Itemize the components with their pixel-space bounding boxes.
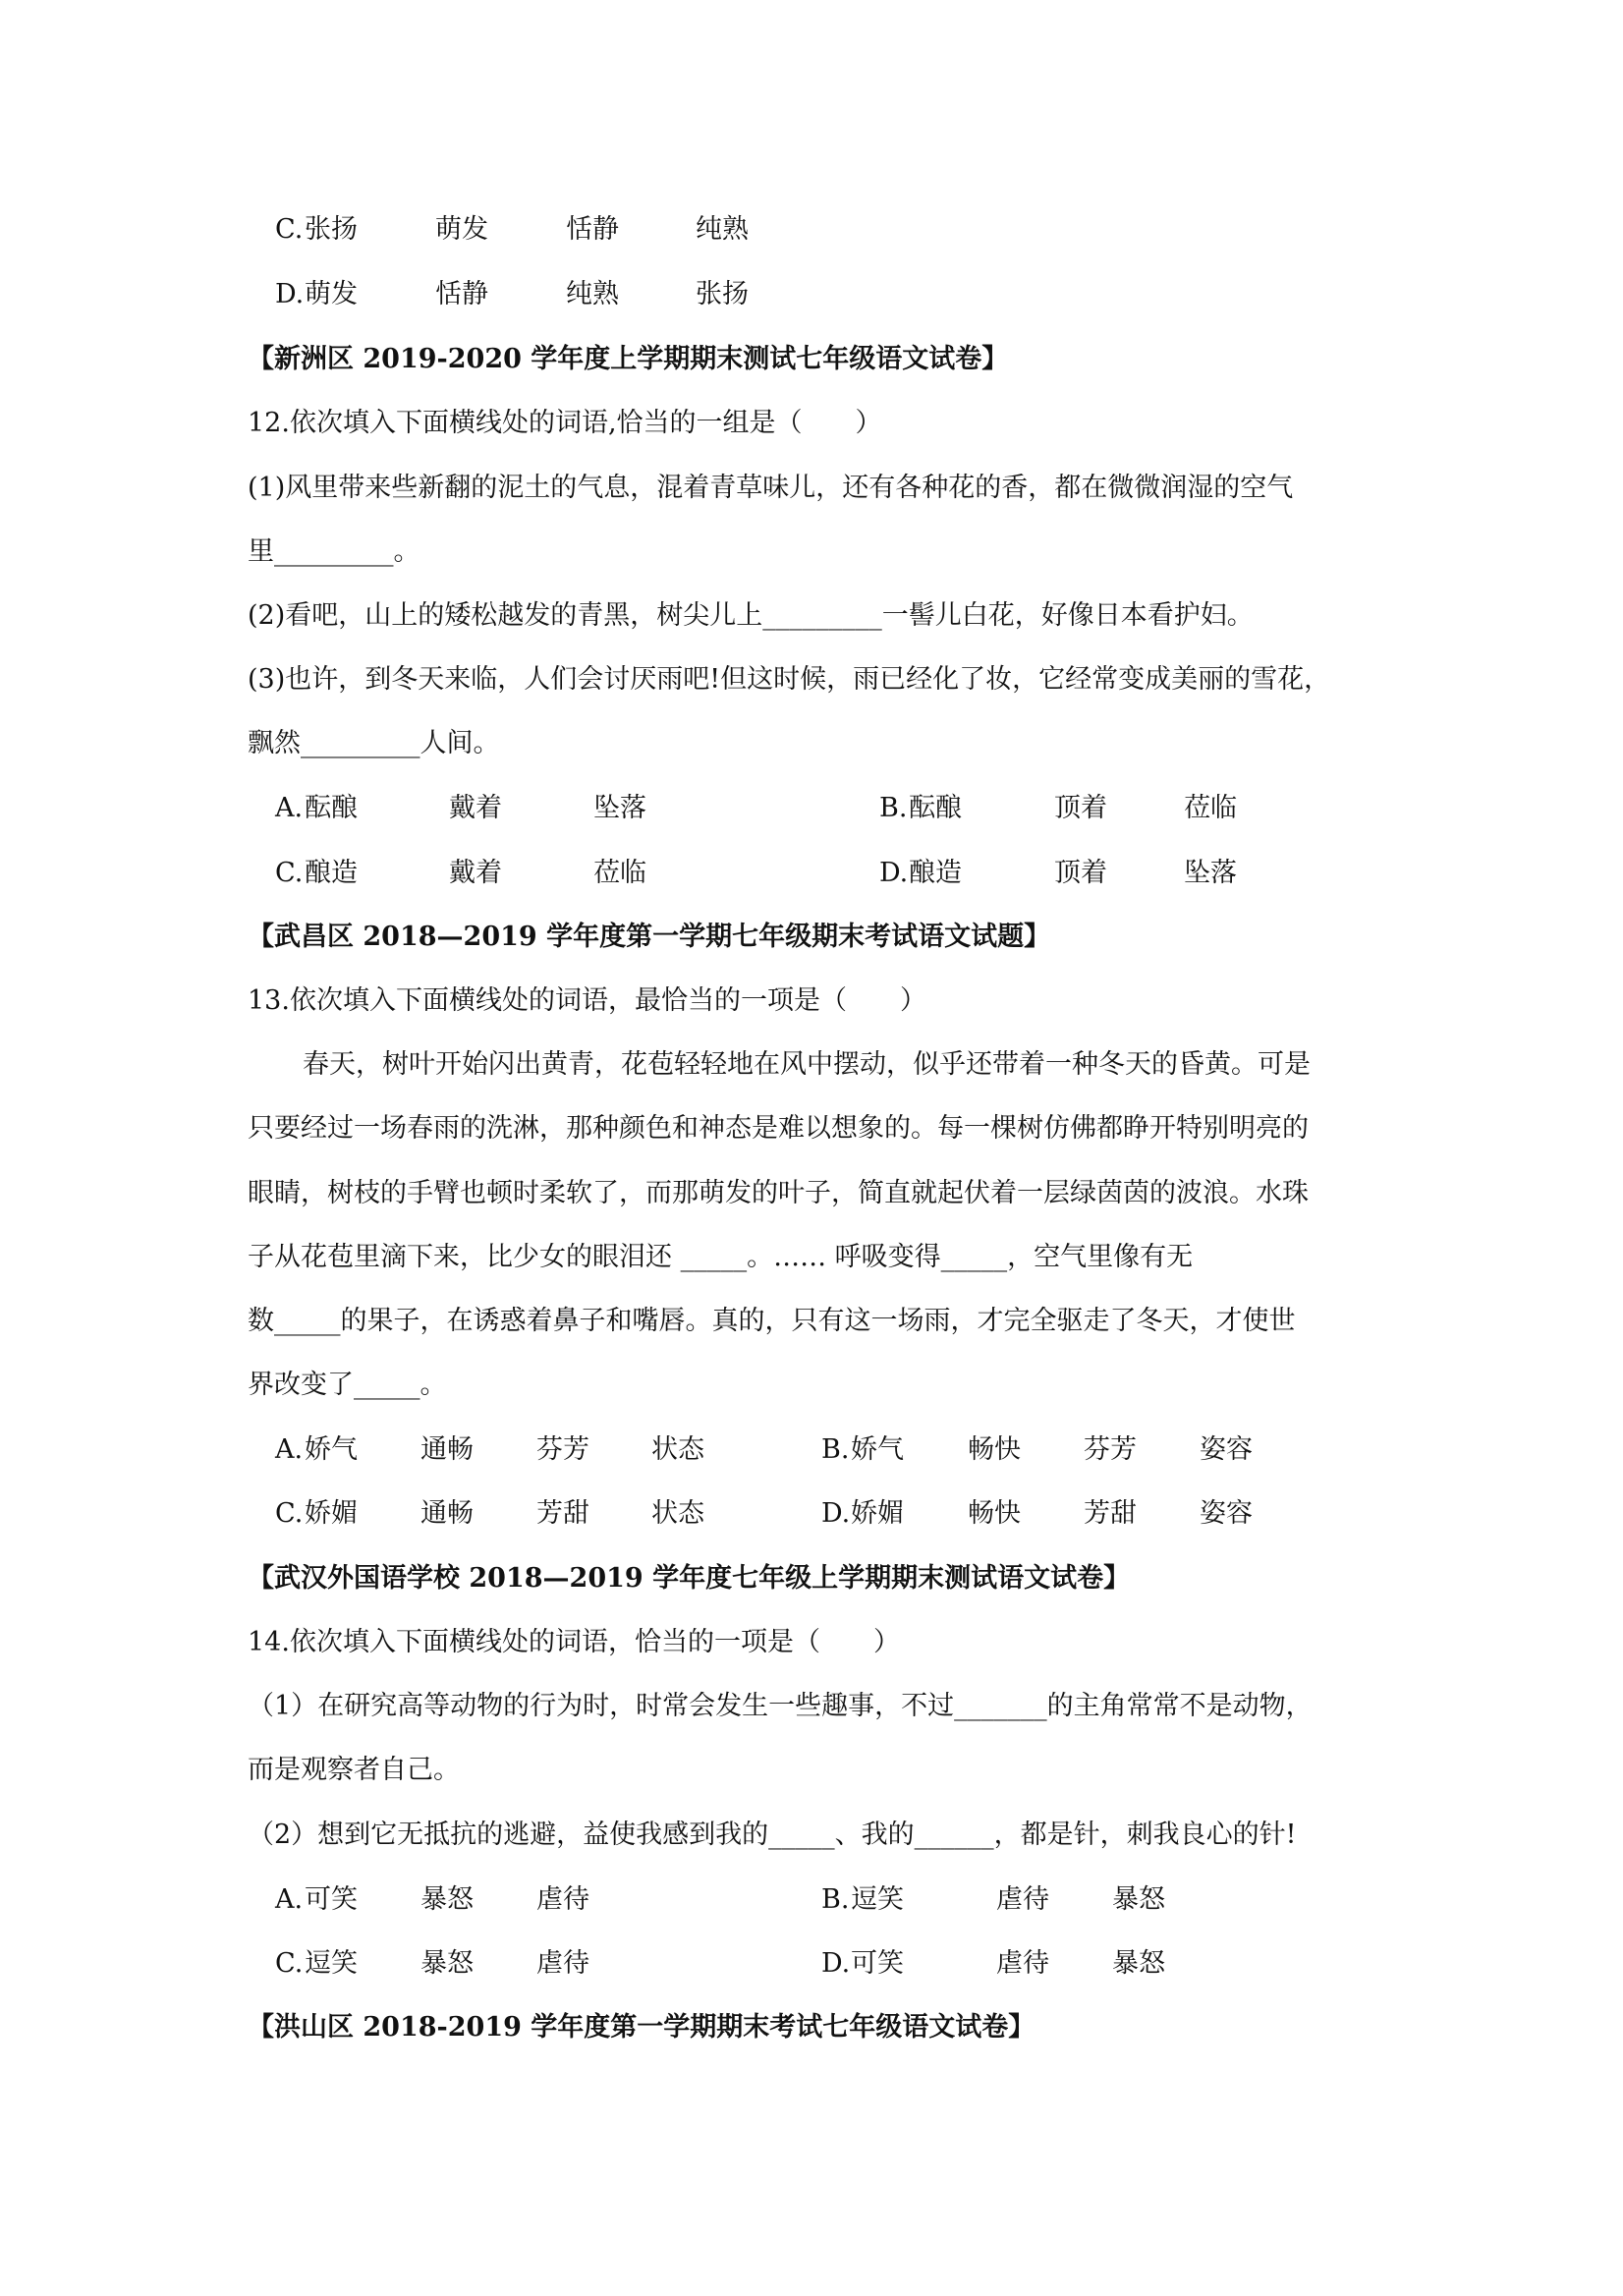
option-word: 萌发	[435, 214, 488, 245]
passage-line: 子从花苞里滴下来，比少女的眼泪还 _____。…… 呼吸变得_____，空气里像有无	[248, 1242, 1194, 1272]
option-word: 芬芳	[536, 1434, 589, 1465]
option-letter: B.	[879, 793, 908, 823]
option-letter: C.	[275, 214, 304, 245]
option-word: 通畅	[420, 1498, 474, 1529]
passage-line: 春天，树叶开始闪出黄青，花苞轻轻地在风中摆动，似乎还带着一种冬天的昏黄。可是	[303, 1049, 1311, 1080]
option-letter: B.	[821, 1434, 850, 1465]
question-item: (1)风里带来些新翻的泥土的气息，混着青草味儿，还有各种花的香，都在微微润湿的空气	[248, 473, 1294, 503]
option-word: 酿造	[909, 858, 962, 888]
question-item: (2)看吧，山上的矮松越发的青黑，树尖儿上_________一髻儿白花，好像日本看护妇。	[248, 600, 1254, 631]
option-word: 逗笑	[851, 1884, 904, 1915]
option-word: 姿容	[1200, 1434, 1253, 1465]
option-word: 芬芳	[1084, 1434, 1137, 1465]
option-word: 顶着	[1054, 793, 1107, 823]
option-word: 酿造	[305, 858, 358, 888]
option-word: 娇媚	[851, 1498, 904, 1529]
option-word: 坠落	[1184, 858, 1237, 888]
option-word: 张扬	[305, 214, 358, 245]
option-word: 纯熟	[566, 279, 619, 309]
option-word: 坠落	[593, 793, 646, 823]
option-word: 张扬	[696, 279, 749, 309]
option-word: 顶着	[1054, 858, 1107, 888]
option-word: 虐待	[536, 1948, 589, 1979]
option-word: 酝酿	[909, 793, 962, 823]
option-word: 可笑	[851, 1948, 904, 1979]
option-word: 莅临	[1184, 793, 1237, 823]
option-letter: C.	[275, 1948, 304, 1979]
option-word: 暴怒	[1112, 1948, 1165, 1979]
source-heading: 【武汉外国语学校 2018—2019 学年度七年级上学期期末测试语文试卷】	[248, 1563, 1131, 1594]
option-word: 状态	[651, 1498, 704, 1529]
source-heading: 【新洲区 2019-2020 学年度上学期期末测试七年级语文试卷】	[248, 344, 1009, 374]
option-word: 姿容	[1200, 1498, 1253, 1529]
option-letter: C.	[275, 1498, 304, 1529]
option-letter: D.	[879, 858, 909, 888]
question-item: （2）想到它无抵抗的逃避，益使我感到我的_____、我的______，都是针，刺我良心的针!	[248, 1820, 1297, 1850]
option-word: 暴怒	[420, 1884, 474, 1915]
passage-line: 界改变了_____。	[248, 1370, 447, 1400]
option-word: 恬静	[566, 214, 619, 245]
option-letter: A.	[275, 793, 304, 823]
option-word: 戴着	[449, 793, 502, 823]
option-letter: C.	[275, 858, 304, 888]
option-word: 芳甜	[536, 1498, 589, 1529]
question-item: （1）在研究高等动物的行为时，时常会发生一些趣事，不过_______的主角常常不是动物，	[248, 1691, 1313, 1721]
option-letter: D.	[821, 1498, 851, 1529]
option-word: 虐待	[996, 1884, 1049, 1915]
option-word: 虐待	[996, 1948, 1049, 1979]
passage-line: 眼睛，树枝的手臂也顿时柔软了，而那萌发的叶子，简直就起伏着一层绿茵茵的波浪。水珠	[248, 1178, 1309, 1208]
option-letter: D.	[821, 1948, 851, 1979]
option-word: 畅快	[968, 1434, 1021, 1465]
option-word: 暴怒	[1112, 1884, 1165, 1915]
passage-line: 数_____的果子，在诱惑着鼻子和嘴唇。真的，只有这一场雨，才完全驱走了冬天，才使世	[248, 1306, 1296, 1336]
option-word: 芳甜	[1084, 1498, 1137, 1529]
option-word: 娇媚	[305, 1498, 358, 1529]
question-item: (3)也许，到冬天来临，人们会讨厌雨吧!但这时候，雨已经化了妆，它经常变成美丽的雪花，	[248, 664, 1331, 695]
option-word: 可笑	[305, 1884, 358, 1915]
option-word: 娇气	[305, 1434, 358, 1465]
option-word: 娇气	[851, 1434, 904, 1465]
question-item: 而是观察者自己。	[248, 1755, 460, 1785]
option-word: 酝酿	[305, 793, 358, 823]
option-word: 虐待	[536, 1884, 589, 1915]
option-letter: A.	[275, 1434, 304, 1465]
option-word: 逗笑	[305, 1948, 358, 1979]
option-letter: B.	[821, 1884, 850, 1915]
source-heading: 【洪山区 2018-2019 学年度第一学期期末考试七年级语文试卷】	[248, 2012, 1035, 2043]
option-letter: D.	[275, 279, 305, 309]
question-item: 飘然_________人间。	[248, 728, 500, 758]
option-word: 戴着	[449, 858, 502, 888]
question-stem: 12.依次填入下面横线处的词语,恰当的一组是（ ）	[248, 408, 882, 438]
option-word: 莅临	[593, 858, 646, 888]
option-word: 纯熟	[696, 214, 749, 245]
option-word: 萌发	[305, 279, 358, 309]
option-word: 畅快	[968, 1498, 1021, 1529]
question-stem: 13.依次填入下面横线处的词语，最恰当的一项是（ ）	[248, 985, 926, 1016]
option-word: 恬静	[435, 279, 488, 309]
option-word: 状态	[651, 1434, 704, 1465]
option-word: 暴怒	[420, 1948, 474, 1979]
option-letter: A.	[275, 1884, 304, 1915]
option-word: 通畅	[420, 1434, 474, 1465]
question-item: 里_________。	[248, 536, 420, 567]
question-stem: 14.依次填入下面横线处的词语，恰当的一项是（ ）	[248, 1627, 900, 1657]
passage-line: 只要经过一场春雨的洗淋，那种颜色和神态是难以想象的。每一棵树仿佛都睁开特别明亮的	[248, 1113, 1309, 1144]
source-heading: 【武昌区 2018—2019 学年度第一学期七年级期末考试语文试题】	[248, 922, 1051, 952]
